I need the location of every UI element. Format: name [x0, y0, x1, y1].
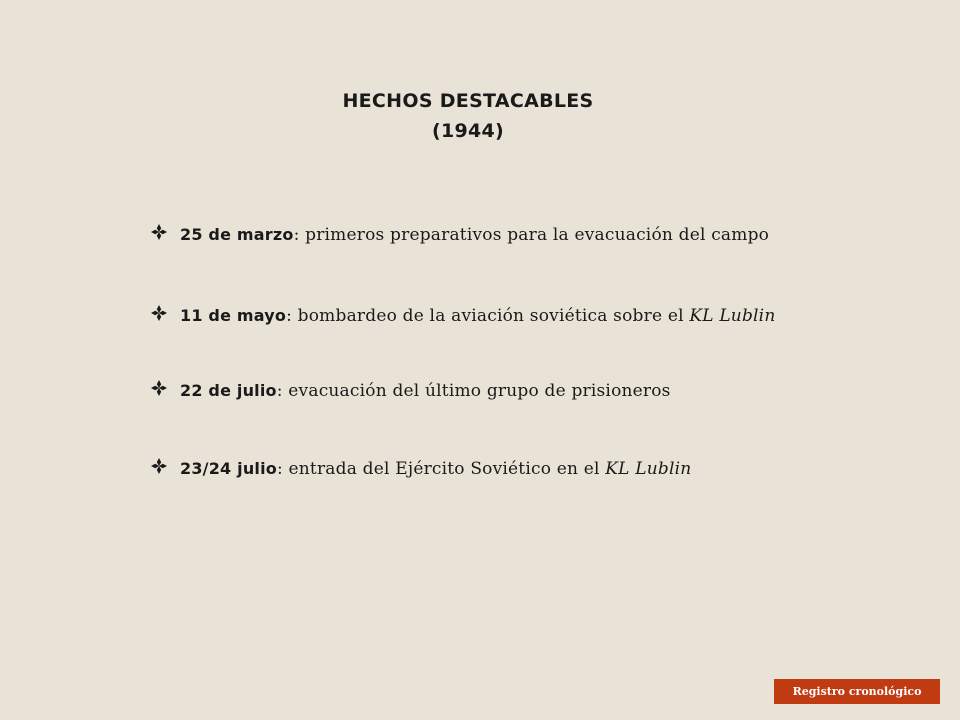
event-separator: : — [286, 306, 293, 326]
title-year: (1944) — [431, 120, 505, 142]
event-description: bombardeo de la aviación soviética sobre el — [292, 306, 690, 326]
event-place: KL Lublin — [605, 459, 692, 479]
diamond-bullet-icon — [150, 223, 168, 241]
event-item — [150, 377, 810, 405]
registro-cronologico-button[interactable]: Registro cronológico — [774, 679, 940, 704]
event-place: KL Lublin — [689, 306, 776, 326]
event-date: 11 de mayo — [180, 306, 287, 325]
event-item — [150, 455, 810, 483]
event-text — [150, 221, 810, 249]
event-description: primeros preparativos para la evacuación del campo — [299, 225, 770, 245]
diamond-bullet-icon — [150, 457, 168, 475]
page-title — [0, 86, 936, 146]
event-separator: : — [293, 225, 300, 245]
event-separator: : — [276, 381, 283, 401]
diamond-bullet-icon — [150, 304, 168, 322]
event-description: evacuación del último grupo de prisioneros — [282, 381, 671, 401]
event-date: 23/24 julio — [180, 459, 277, 478]
event-text — [150, 302, 810, 330]
title-heading: HECHOS DESTACABLES — [342, 90, 594, 112]
event-date: 22 de julio — [180, 381, 277, 400]
diamond-bullet-icon — [150, 379, 168, 397]
event-item — [150, 302, 810, 330]
event-text — [150, 377, 810, 405]
event-separator: : — [276, 459, 283, 479]
event-description: entrada del Ejército Soviético en el — [282, 459, 606, 479]
event-text — [150, 455, 810, 483]
event-item — [150, 221, 810, 249]
event-date: 25 de marzo — [180, 225, 294, 244]
